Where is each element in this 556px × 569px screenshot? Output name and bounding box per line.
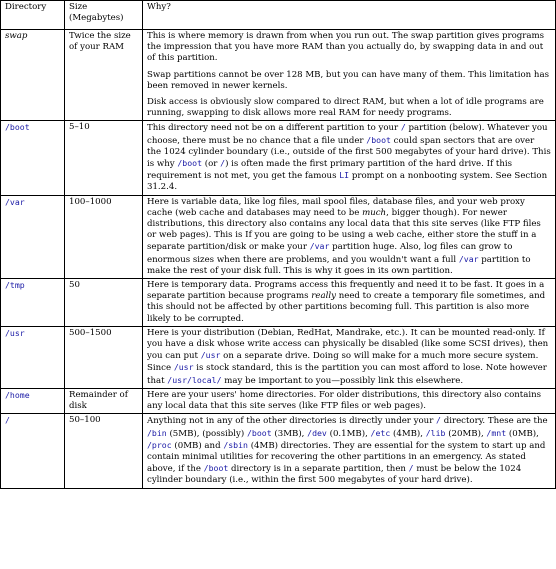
path-code: /boot [247,427,272,438]
text-run: (4MB), [390,428,426,439]
table-row [1,326,556,388]
text-run: partition huge. Also, log files can grow to enormous sizes when there are problems, and you wouldn't want a full [147,242,513,265]
path-code: /mnt [486,427,507,438]
text-run: Here is variable data, like log files, mail spool files, database files, and your web proxy cache (web cache and databases may need to be [147,196,525,218]
why-paragraph [147,31,551,65]
path-code: /lib [425,427,446,438]
why-cell [143,388,556,413]
path-code: /usr/local/ [167,374,222,385]
why-cell [143,195,556,278]
text-run: (0MB) and [171,440,224,451]
table-row [1,30,556,121]
text-run: partition to make the rest of your disk full. This is why it goes in its own partition. [147,254,531,276]
emphasis-text: much [362,207,387,218]
size-value: 500–1500 [69,327,112,338]
text-run: Here are your users' home directories. For older distributions, this directory also contains any local data that this site serves (like FTP files or web pages). [147,389,542,412]
size-cell [65,195,143,278]
text-run: partition (below). Whatever you choose, there must be no chance that a file under [147,123,548,146]
path-code: / [436,415,441,426]
text-run: (5MB), (possibly) [166,428,247,439]
header-row [1,1,556,30]
text-run: may be important to you—possibly link this elsewhere. [221,375,464,386]
size-cell [65,414,143,488]
path-code: /boot [177,158,203,169]
text-run: must be below the 1024 cylinder boundary (i.e., within the first 500 megabytes of your hard drive). [147,464,522,486]
text-run: directory. These are the [440,416,548,427]
why-cell [143,279,556,327]
why-cell [143,121,556,195]
text-run: ) is often made the first primary partition of the hard drive. If this requirement is not met, you get the famous [147,159,513,182]
header-why: Why? [143,1,556,30]
path-code: /boot [203,463,229,474]
text-run: Swap partitions cannot be over 128 MB, but you can have many of them. This limitation has been removed in newer kernels. [147,69,549,91]
size-cell [65,326,143,388]
directory-name: /home [5,389,30,400]
path-code: /usr [173,362,194,373]
text-run: (0.1MB), [326,428,371,439]
directory-name: /boot [5,122,30,133]
path-code: /var [309,241,330,252]
path-code: /usr [200,350,221,361]
size-value: 50 [69,280,80,291]
path-code: /boot [366,134,391,145]
text-run: (3MB), [271,428,308,439]
directory-cell [1,279,65,327]
text-run: (4MB) directories. They are essential for the system to start up and contain minimal utilities for recovering the other partitions in an emergency. As stated above, if the [147,440,546,475]
table-row [1,195,556,278]
text-run: could span sectors that are over the 1024 cylinder boundary (i.e., outside of the first 500 megabytes of your hard drive). This is why [147,135,551,170]
directory-cell [1,326,65,388]
path-code: / [400,122,406,133]
text-run: prompt on a nonbooting system. See Section 31.2.4. [147,171,548,193]
text-run: directory is in a separate partition, then [228,464,409,475]
text-run: need to create a temporary file sometimes, and this should not be affected by other partitions becoming full. This partition is also more likely to be corrupted. [147,291,546,324]
size-value: 50–100 [69,415,101,426]
path-code: / [220,158,226,169]
header-size: Size (Megabytes) [65,1,143,30]
table-row [1,388,556,413]
size-cell [65,279,143,327]
why-paragraph [147,97,551,119]
table-row [1,414,556,488]
why-paragraph [147,197,551,277]
emphasis-text: really [311,291,336,302]
table-row [1,279,556,327]
why-paragraph [147,415,551,486]
why-paragraph [147,70,551,92]
text-run: Here is temporary data. Programs access this frequently and need it to be fast. It goes in a separate partition because programs [147,280,545,302]
text-run: Disk access is obviously slow compared to direct RAM, but when a lot of idle programs are running, swapping to disk allows more real RAM for needy programs. [147,97,544,119]
size-value: Remainder of disk [69,389,128,412]
text-run: Here is your distribution (Debian, RedHat, Mandrake, etc.). It can be mounted read-only. If you have a disk whose write access can physically be disabled (like some SCSI drives), then you can put [147,327,549,362]
why-paragraph [147,280,551,325]
directory-name: /usr [5,327,25,338]
text-run: is stock standard, this is the partition you can most afford to lose. Note however that [147,363,547,386]
path-code: /bin [147,427,167,438]
path-code: /proc [147,439,172,450]
directory-cell [1,414,65,488]
text-run: (or [202,159,221,170]
why-cell [143,414,556,488]
directory-name: /var [5,196,25,207]
size-cell [65,121,143,195]
path-code: /sbin [223,439,248,450]
path-code: LI [339,170,350,181]
why-paragraph [147,390,551,412]
directory-cell [1,30,65,121]
header-directory: Directory [1,1,65,30]
text-run: Anything not in any of the other directories is directly under your [147,416,437,427]
size-cell [65,388,143,413]
why-paragraph [147,122,551,193]
table-row [1,121,556,195]
text-run: This is where memory is drawn from when you run out. The swap partition gives programs the impression that you have more RAM than you actually do, by swapping data in and out of this partition. [147,31,545,64]
size-value: Twice the size of your RAM [69,31,131,53]
why-paragraph [147,328,551,387]
path-code: /dev [307,427,327,438]
path-code: / [408,463,414,474]
why-cell [143,30,556,121]
text-run: , bigger though). For newer distributions, this directory also contains any local data that this site serves (like FTP files or web pages). This is If you are going to be using a web cache, either store the stuff in a separate partition/disk or make your [147,207,541,253]
why-cell [143,326,556,388]
path-code: /var [458,253,479,264]
text-run: on a separate drive. Doing so will make for a much more secure system. Since [147,351,539,374]
text-run: This directory need not be on a different partition to your [147,123,401,134]
text-run: (0MB), [506,428,539,439]
size-cell [65,30,143,121]
text-run: (20MB), [445,428,487,439]
size-value: 5–10 [69,122,90,133]
directory-cell [1,195,65,278]
path-code: /etc [370,427,391,438]
directory-name: / [5,415,10,426]
directory-cell [1,388,65,413]
directory-name: swap [5,31,28,41]
size-value: 100–1000 [69,196,112,207]
directory-cell [1,121,65,195]
directory-name: /tmp [5,280,25,291]
